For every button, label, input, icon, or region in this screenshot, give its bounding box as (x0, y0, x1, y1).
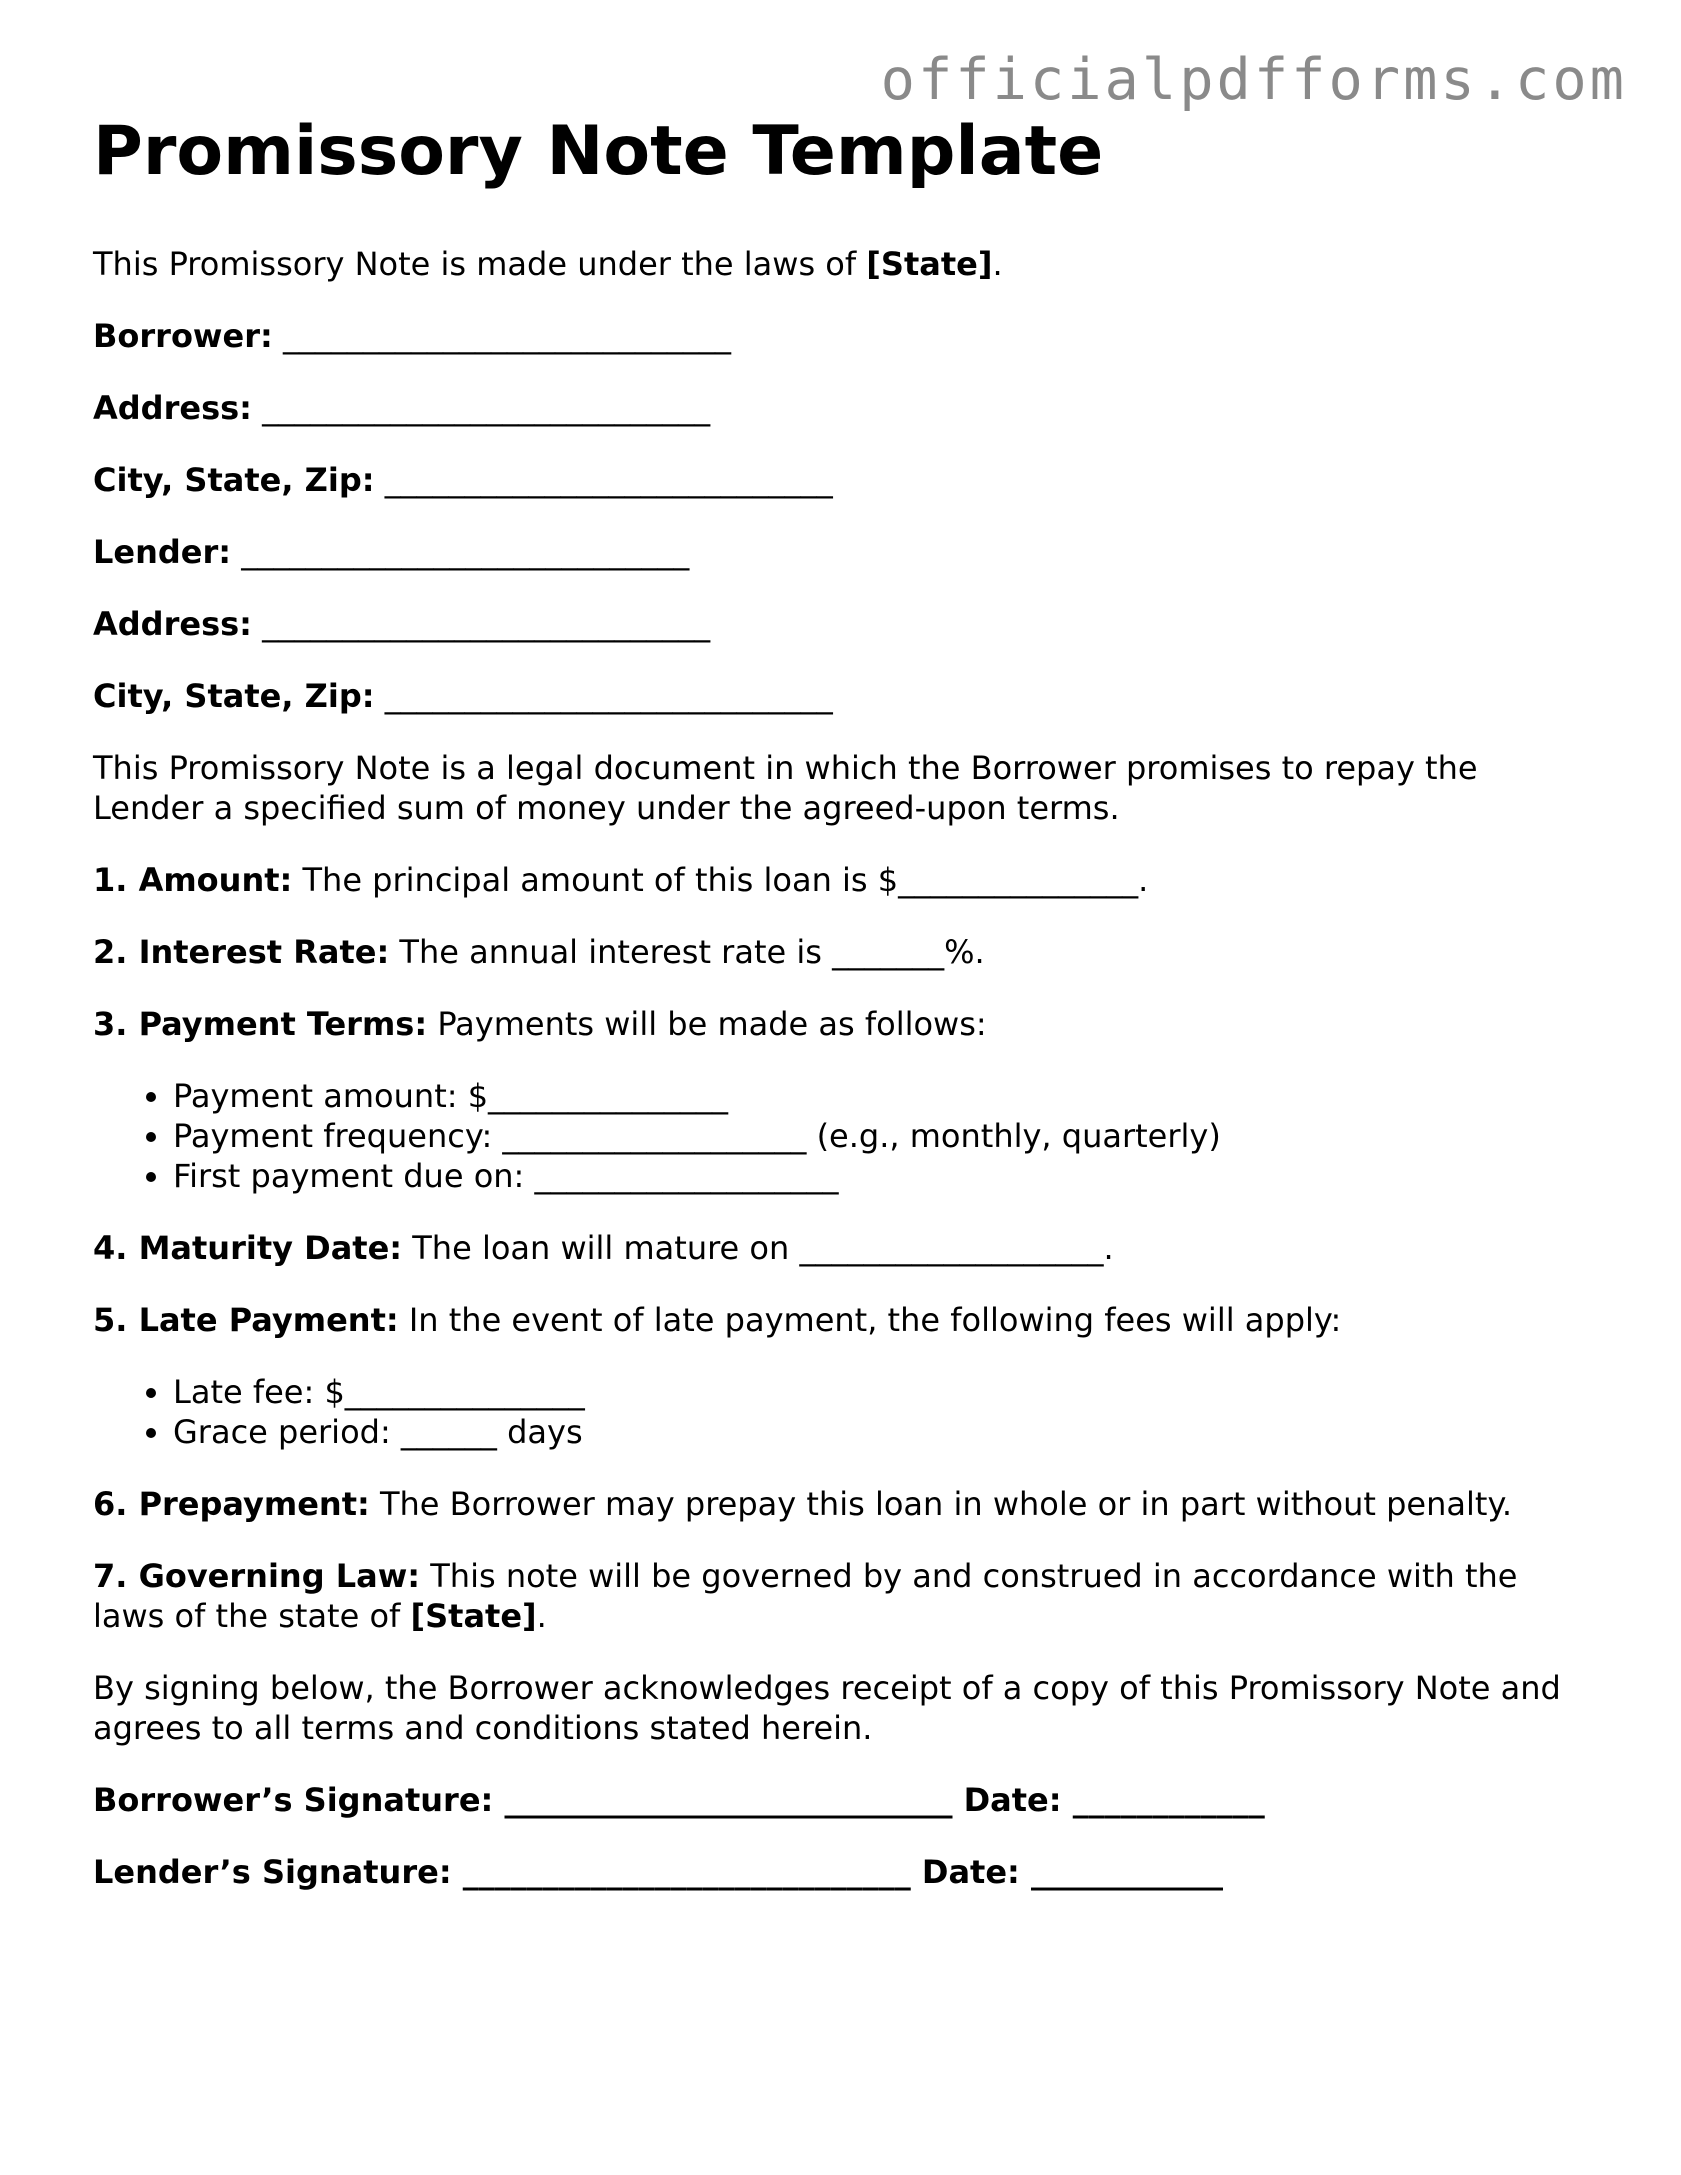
intro-state: [State] (866, 245, 993, 283)
field-label: City, State, Zip: (93, 461, 375, 499)
section-prepayment (93, 1484, 1593, 1524)
section-payment-terms (93, 1004, 1593, 1044)
intro-text: This Promissory Note is made under the laws of (93, 245, 867, 283)
late-fee-item[interactable]: • Late fee: $_______________ (173, 1372, 1593, 1412)
section-label: 2. Interest Rate: (93, 933, 390, 971)
description-paragraph: This Promissory Note is a legal document in which the Borrower promises to repay the Lender a specified sum of money under the agreed-upon terms. (93, 749, 1478, 827)
section-label: 1. Amount: (93, 861, 293, 899)
document-body (93, 244, 1593, 1892)
section-text: Payments will be made as follows: (427, 1005, 987, 1043)
section-text: In the event of late payment, the following fees will apply: (398, 1301, 1342, 1339)
field-label: Lender: (93, 533, 232, 571)
blank-line: ____________________________ (251, 389, 711, 427)
signature-label: Borrower’s Signature: ____________________________ Date: ____________ (93, 1781, 1265, 1819)
intro-paragraph (93, 244, 1593, 284)
section-interest-rate[interactable] (93, 932, 1593, 972)
borrower-signature-line[interactable] (93, 1780, 1593, 1820)
borrower-city-state-zip-field[interactable] (93, 460, 1593, 500)
lender-name-field[interactable] (93, 532, 1593, 572)
lender-city-state-zip-field[interactable] (93, 676, 1593, 716)
payment-frequency-item[interactable]: • Payment frequency: ___________________ (e.g., monthly, quarterly) (173, 1116, 1593, 1156)
section-late-payment (93, 1300, 1593, 1340)
section-text: The annual interest rate is _______%. (389, 933, 985, 971)
document-page (93, 112, 1593, 1892)
section-label: 7. Governing Law: (93, 1557, 421, 1595)
section-amount[interactable] (93, 860, 1593, 900)
watermark: officialpdfforms.com (880, 47, 1627, 113)
page-title: Promissory Note Template (93, 112, 1104, 191)
blank-line: ____________________________ (231, 533, 690, 571)
section-text: The Borrower may prepay this loan in whole or in part without penalty. (369, 1485, 1512, 1523)
intro-period: . (992, 245, 1003, 283)
lender-address-field[interactable] (93, 604, 1593, 644)
payment-terms-list (93, 1076, 1593, 1196)
blank-line: ____________________________ (272, 317, 731, 355)
blank-line: ____________________________ (251, 605, 711, 643)
section-maturity-date[interactable] (93, 1228, 1593, 1268)
lender-signature-line[interactable] (93, 1852, 1593, 1892)
blank-line: ____________________________ (374, 677, 833, 715)
section-label: 3. Payment Terms: (93, 1005, 428, 1043)
field-label: Address: (93, 389, 252, 427)
borrower-name-field[interactable] (93, 316, 1593, 356)
section-text: This note will be governed by and construed in accordance with the laws of the state of (93, 1557, 1518, 1635)
governing-state: [State] (410, 1597, 537, 1635)
section-label: 5. Late Payment: (93, 1301, 399, 1339)
section-text: The principal amount of this loan is $_______________. (292, 861, 1149, 899)
section-label: 6. Prepayment: (93, 1485, 370, 1523)
acknowledgment-paragraph: By signing below, the Borrower acknowledges receipt of a copy of this Promissory Note and agrees to all terms and conditions stated herein. (93, 1669, 1561, 1747)
borrower-address-field[interactable] (93, 388, 1593, 428)
payment-amount-item[interactable]: • Payment amount: $_______________ (173, 1076, 1593, 1116)
field-label: Address: (93, 605, 252, 643)
signature-label: Lender’s Signature: ____________________________ Date: ____________ (93, 1853, 1223, 1891)
late-payment-list (93, 1372, 1593, 1452)
first-payment-item[interactable]: • First payment due on: ___________________ (173, 1156, 1593, 1196)
field-label: City, State, Zip: (93, 677, 375, 715)
blank-line: ____________________________ (374, 461, 833, 499)
field-label: Borrower: (93, 317, 273, 355)
grace-period-item[interactable]: • Grace period: ______ days (173, 1412, 1593, 1452)
section-governing-law (93, 1556, 1593, 1636)
section-text: The loan will mature on ___________________. (402, 1229, 1114, 1267)
section-period: . (536, 1597, 547, 1635)
section-label: 4. Maturity Date: (93, 1229, 403, 1267)
